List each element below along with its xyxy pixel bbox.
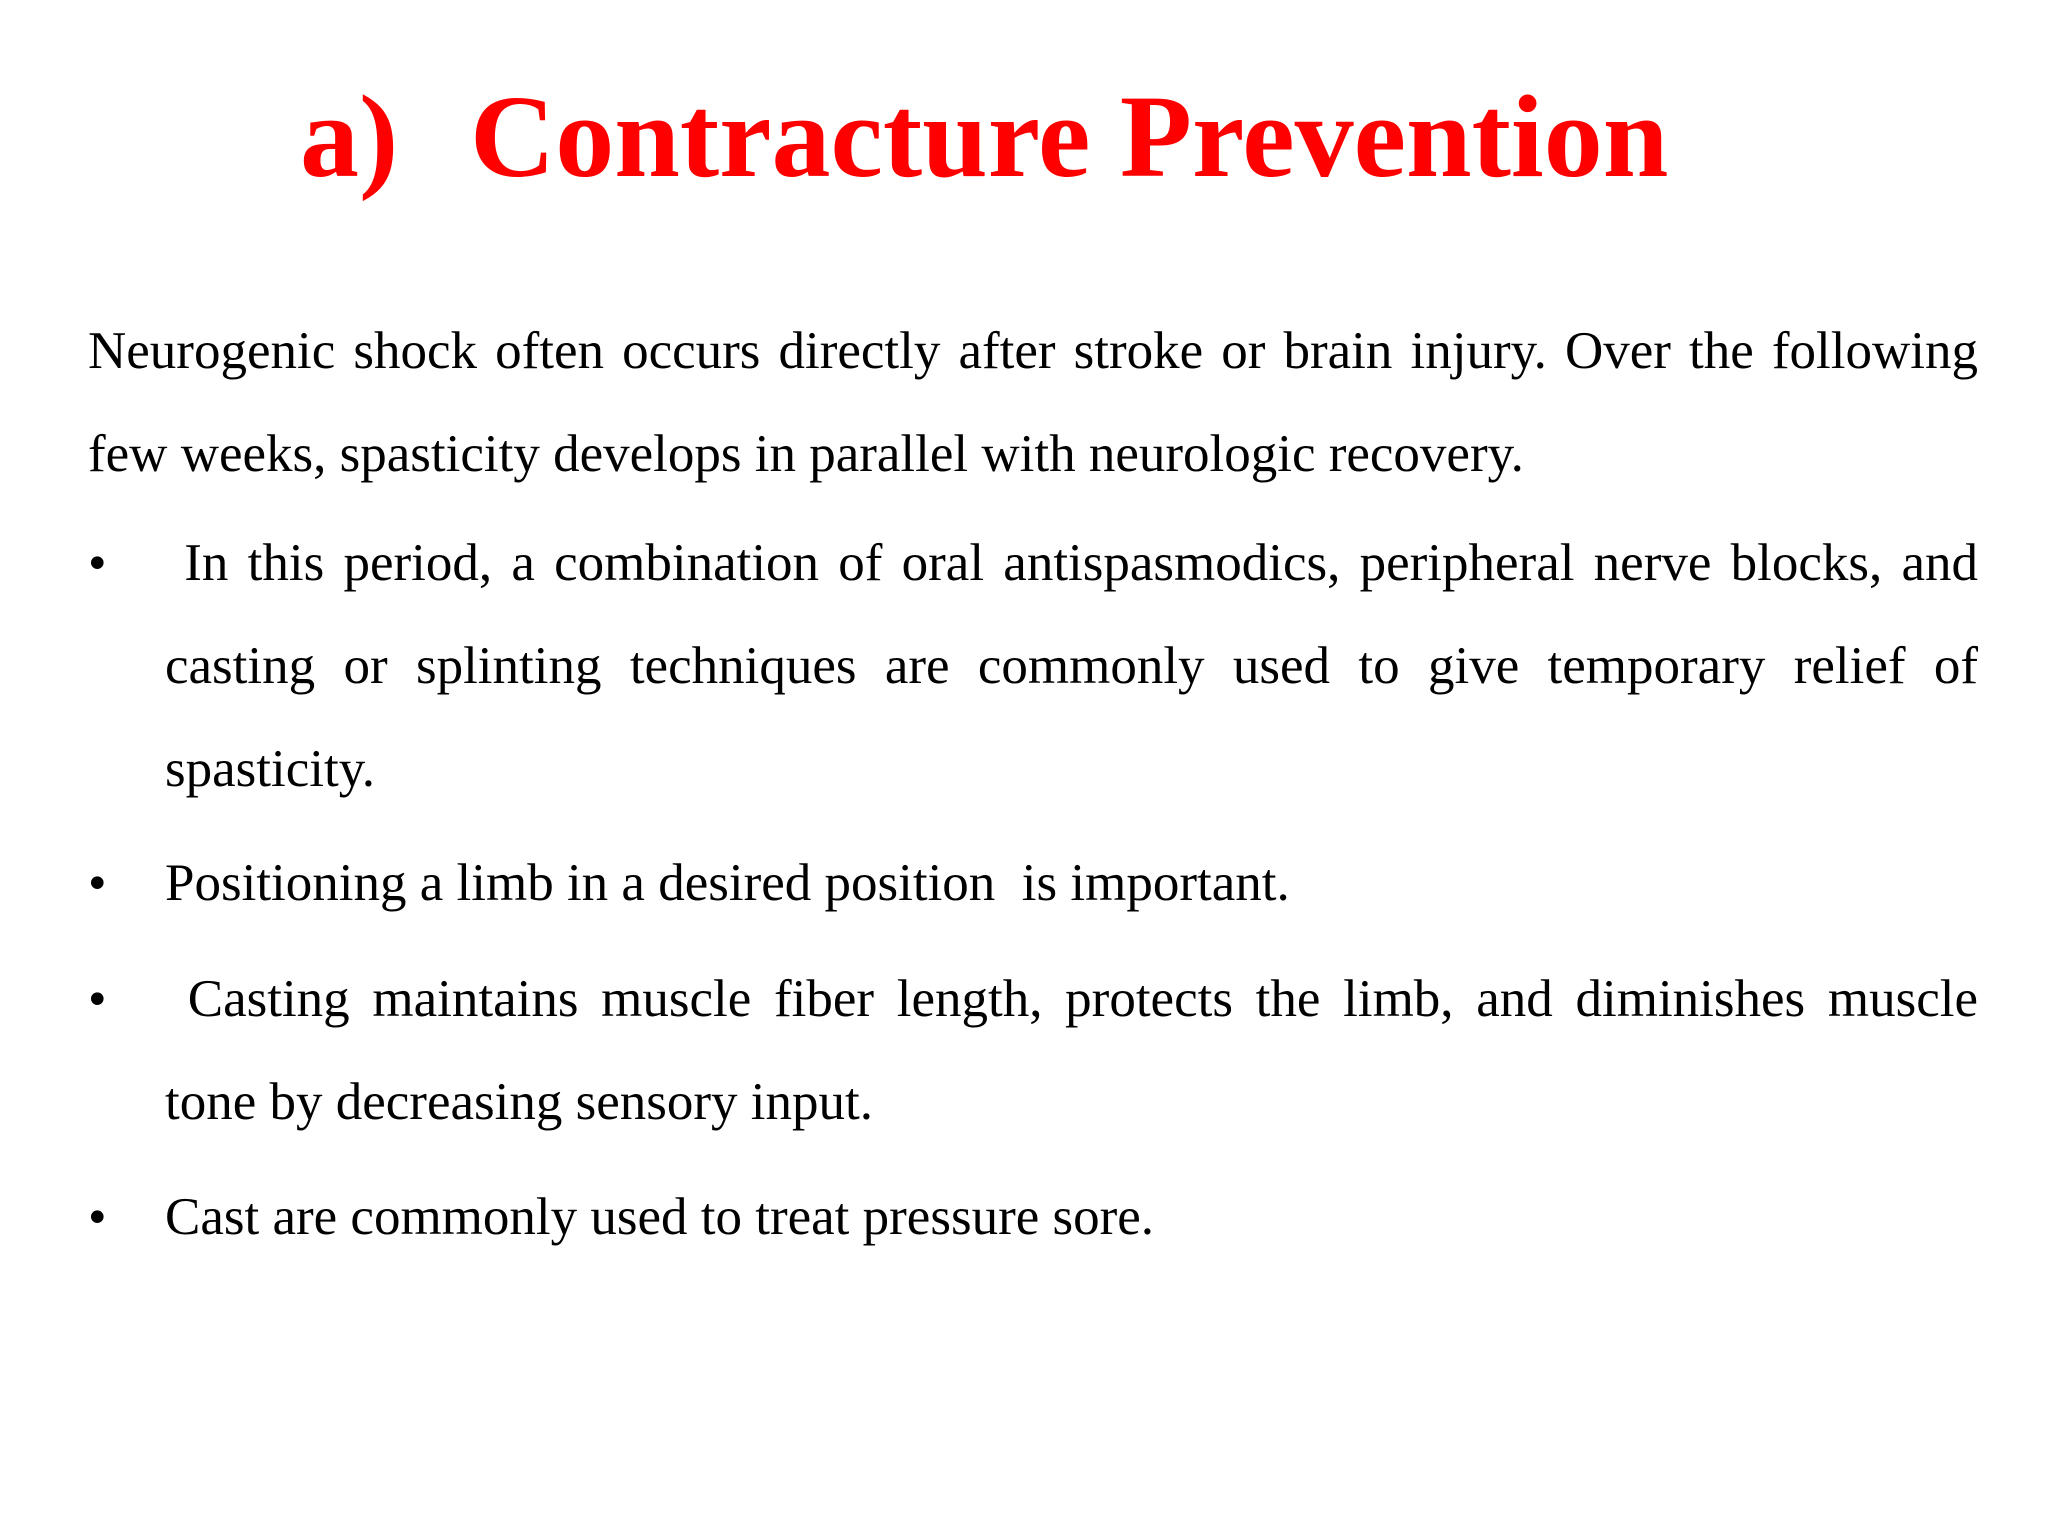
bullet-text: In this period, a combination of oral antispasmodics, peripheral nerve blocks, and casting or splinting techniques are commonly used to give temporary relief of spasticity. bbox=[165, 534, 1992, 798]
intro-paragraph: Neurogenic shock often occurs directly after stroke or brain injury. Over the following few weeks, spasticity develops in parallel with neurologic recovery. bbox=[88, 322, 1978, 483]
bullet-icon: • bbox=[88, 534, 107, 592]
slide-title bbox=[300, 72, 1668, 202]
bullet-icon: • bbox=[88, 1188, 107, 1246]
bullet-text: Casting maintains muscle fiber length, protects the limb, and diminishes muscle tone by decreasing sensory input. bbox=[165, 970, 1992, 1131]
bullet-item bbox=[88, 832, 1978, 935]
bullet-icon: • bbox=[88, 970, 107, 1028]
bullet-text: Positioning a limb in a desired position is important. bbox=[165, 854, 1290, 912]
bullet-text: Cast are commonly used to treat pressure sore. bbox=[165, 1188, 1155, 1246]
bullet-item bbox=[88, 948, 1992, 1154]
bullet-item bbox=[88, 1166, 1978, 1269]
title-text: Contracture Prevention bbox=[470, 71, 1669, 202]
bullet-item bbox=[88, 512, 1992, 821]
title-prefix: a) bbox=[300, 71, 399, 202]
bullet-icon: • bbox=[88, 854, 107, 912]
